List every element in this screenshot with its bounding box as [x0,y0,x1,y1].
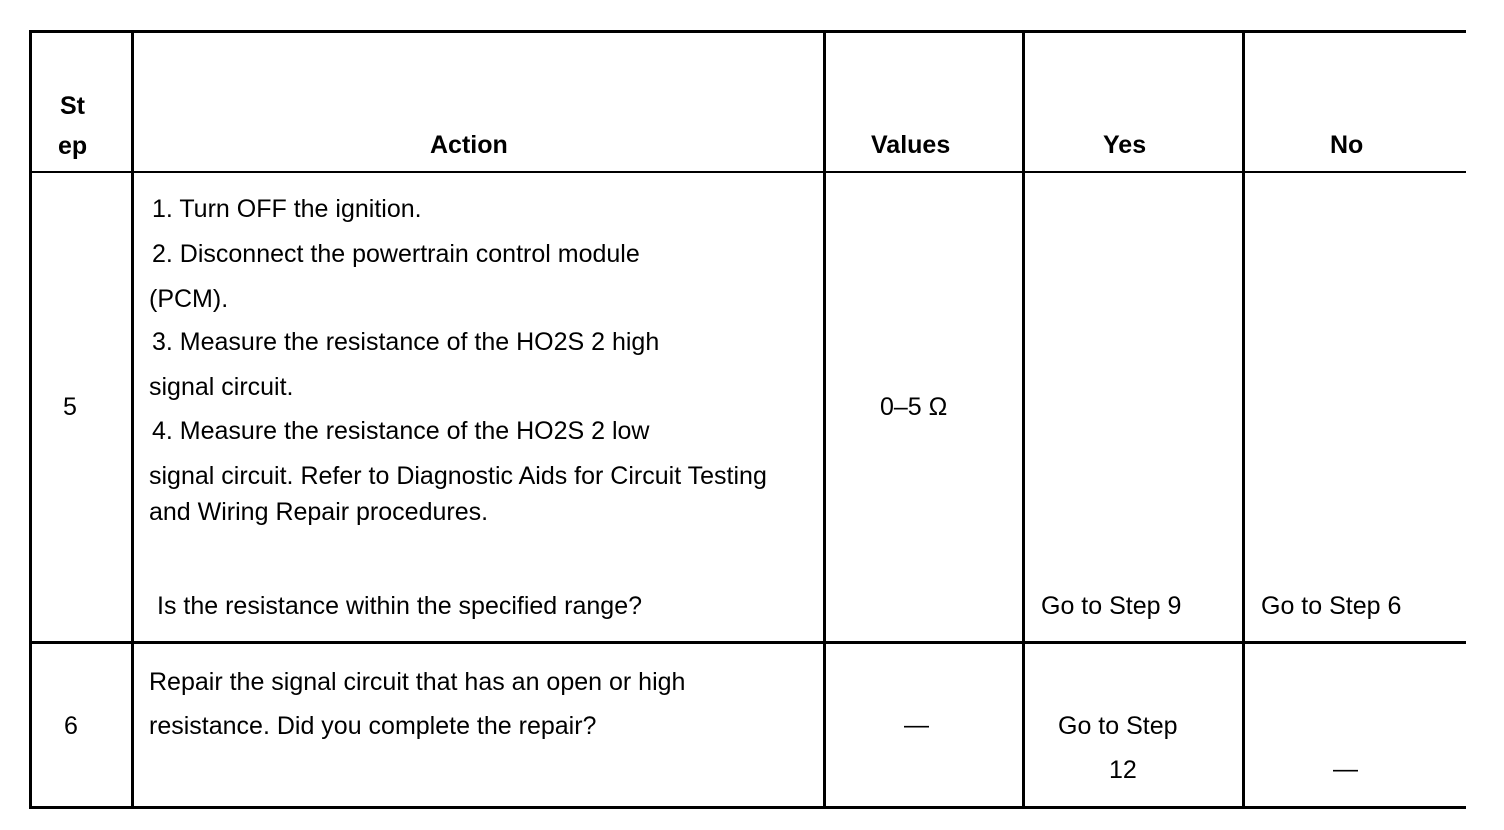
header-yes: Yes [1103,131,1147,159]
row5-action-line: 3. Measure the resistance of the HO2S 2 high [152,328,660,356]
row6-yes-line1: Go to Step [1058,712,1178,740]
row-divider [29,641,1466,644]
row6-action-line: resistance. Did you complete the repair? [149,712,597,740]
header-step-line2: ep [58,132,88,160]
header-action: Action [430,131,508,159]
header-divider [29,171,1466,173]
row5-action-line: 2. Disconnect the powertrain control module [152,240,640,268]
header-no: No [1330,131,1364,159]
row5-action-line: (PCM). [149,285,229,313]
row6-value: — [904,711,929,739]
header-step-line1: St [60,92,85,120]
row5-action-line: 1. Turn OFF the ignition. [152,195,422,223]
header-values: Values [871,131,951,159]
row5-question: Is the resistance within the specified range? [157,592,642,620]
row6-no: — [1333,755,1358,783]
col-divider-yes [1242,30,1245,809]
col-divider-action [823,30,826,809]
row5-step: 5 [63,393,77,421]
row5-action-line: and Wiring Repair procedures. [149,498,489,526]
row6-yes-line2: 12 [1109,756,1137,784]
row6-action-line: Repair the signal circuit that has an open or high [149,668,686,696]
row5-action-line: 4. Measure the resistance of the HO2S 2 low [152,417,650,445]
col-divider-step [131,30,134,809]
row5-action-line: signal circuit. [149,373,294,401]
row5-value: 0–5 Ω [880,393,948,421]
col-divider-values [1022,30,1025,809]
row5-yes: Go to Step 9 [1041,592,1182,620]
row6-step: 6 [64,712,78,740]
row5-action-line: signal circuit. Refer to Diagnostic Aids for Circuit Testing [149,462,767,490]
row5-no: Go to Step 6 [1261,592,1402,620]
